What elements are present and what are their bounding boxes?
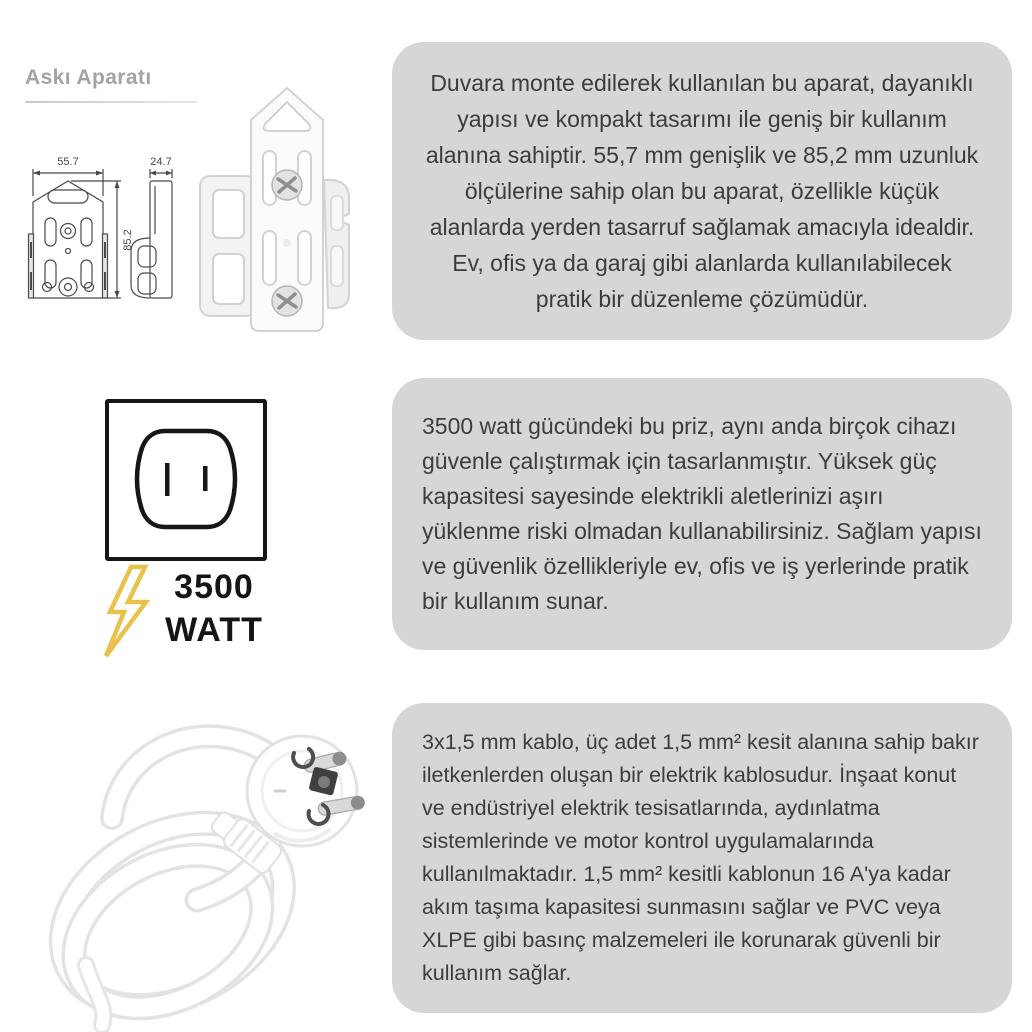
- bracket-photo: [188, 58, 386, 346]
- power-description-text: 3500 watt gücündeki bu priz, aynı anda birçok cihazı güvenle çalıştırmak için tasarlanmıştır. Yüksek güç kapasitesi sayesinde elektrikli aletlerinizi aşırı yüklenme riski olmadan kullanabilirsiniz. Sağlam yapısı ve güvenlik özellikleriyle ev, ofis ve iş yerlerinde pratik bir kullanım sunar.: [422, 413, 982, 614]
- cable-description-panel: [392, 703, 1012, 1013]
- title-underline: [25, 101, 197, 103]
- dimension-side-width: 24.7: [150, 156, 172, 168]
- wattage-label: [152, 566, 276, 652]
- power-cable-photo: [12, 693, 377, 1032]
- bracket-description-text: Duvara monte edilerek kullanılan bu aparat, dayanıklı yapısı ve kompakt tasarımı ile geniş bir kullanım alanına sahiptir. 55,7 mm genişlik ve 85,2 mm uzunluk ölçülerine sahip olan bu aparat, özellikle küçük alanlarda yerden tasarruf sağlamak amacıyla idealdir. Ev, ofis ya da garaj gibi alanlarda kullanılabilecek pratik bir düzenleme çözümüdür.: [425, 70, 979, 312]
- watt-unit: WATT: [165, 611, 263, 649]
- dimension-front-width: 55.7: [57, 156, 79, 168]
- plug-head: [247, 736, 366, 846]
- bracket-technical-drawing-icon: [8, 146, 193, 328]
- section-title-aski-aparati: Askı Aparatı: [25, 66, 152, 89]
- outlet-icon: [105, 399, 267, 561]
- lightning-icon: [98, 563, 154, 661]
- bracket-description-panel: [392, 42, 1012, 340]
- cable-description-text: 3x1,5 mm kablo, üç adet 1,5 mm² kesit alanına sahip bakır iletkenlerden oluşan bir elektrik kablosudur. İnşaat konut ve endüstriyel elektrik tesisatlarında, aydınlatma sistemlerinde ve motor kontrol uygulamalarında kullanılmaktadır. 1,5 mm² kesitli kablonun 16 A'ya kadar akım taşıma kapasitesi sunmasını sağlar ve PVC veya XLPE gibi basınç malzemeleri ile korunarak güvenli bir kullanım sağlar.: [422, 730, 979, 985]
- dimension-front-height: 85.2: [122, 229, 134, 251]
- watt-value: 3500: [174, 568, 254, 606]
- power-description-panel: [392, 378, 1012, 650]
